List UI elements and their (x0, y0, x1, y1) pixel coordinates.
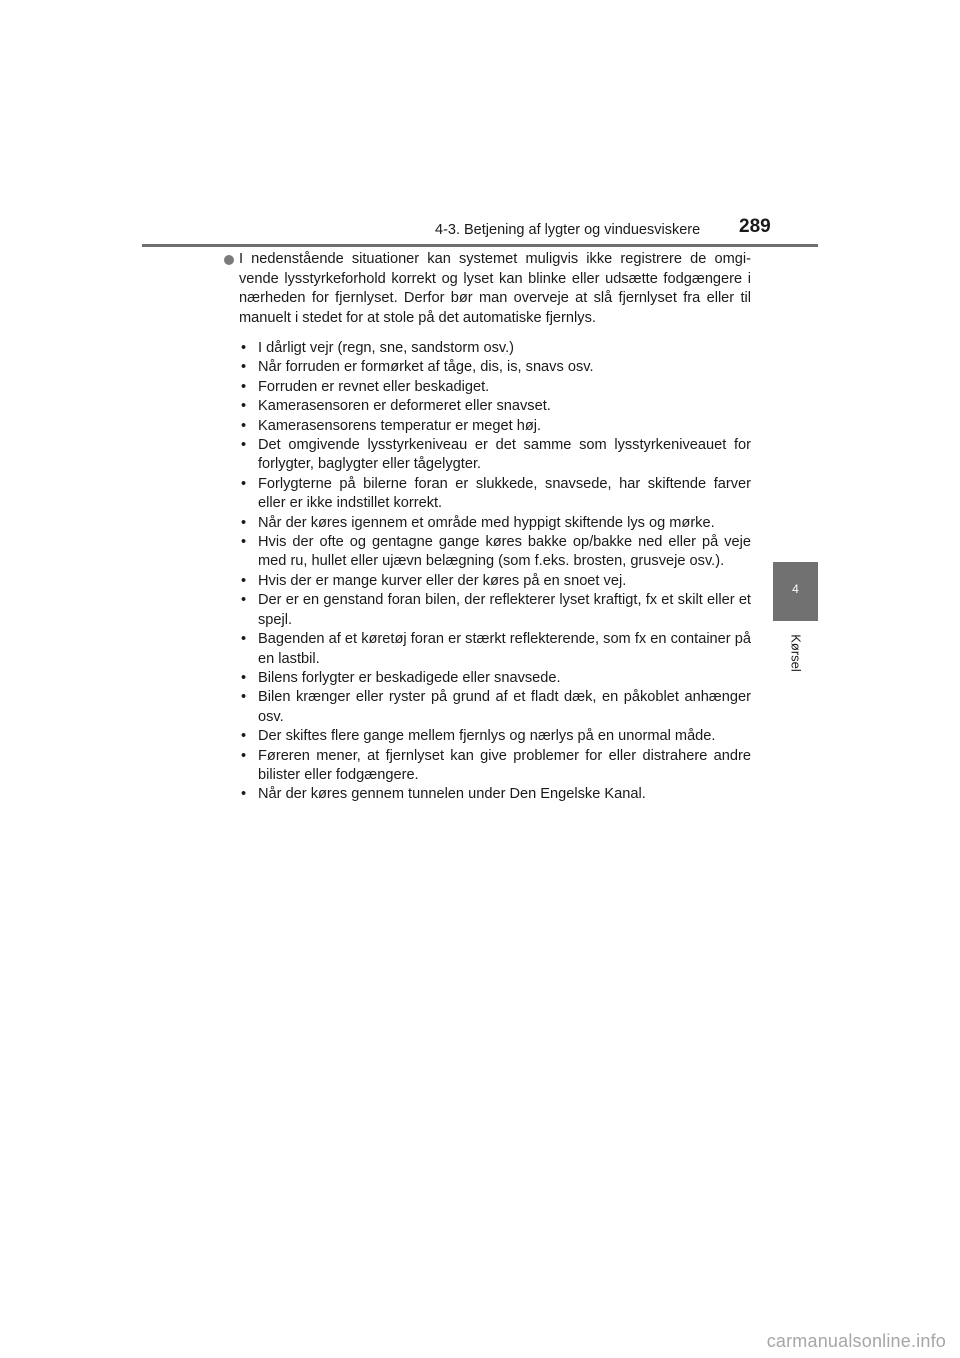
bullet-icon: • (241, 398, 247, 415)
list-item-text: Kamerasensoren er deformeret eller snavset. (258, 398, 551, 415)
list-item (239, 572, 751, 591)
bullet-icon: • (241, 437, 247, 454)
list-item-text: Bilen krænger eller ryster på grund af et fladt dæk, en påkoblet anhænger osv. (258, 689, 751, 725)
list-item (239, 417, 751, 436)
list-item-text: Forlygterne på bilerne foran er slukkede, snavsede, har skiftende farver eller er ikke indstillet korrekt. (258, 475, 751, 512)
bullet-icon: • (241, 631, 247, 648)
list-item-text: Hvis der er mange kurver eller der køres på en snoet vej. (258, 572, 627, 589)
list-item-text: Bagenden af et køretøj foran er stærkt reflekterende, som fx en container på en lastbil. (258, 631, 751, 667)
list-item-text: Kamerasensorens temperatur er meget høj. (258, 417, 542, 434)
bullet-icon: • (241, 669, 247, 686)
list-item (239, 533, 751, 572)
bullet-icon: • (241, 728, 247, 745)
bullet-icon: • (241, 689, 247, 706)
list-item (239, 785, 751, 804)
list-item-text: Bilens forlygter er beskadigede eller snavsede. (258, 669, 561, 686)
bullet-icon: • (241, 475, 247, 492)
bullet-icon: • (241, 592, 247, 609)
list-item-text: Når der køres gennem tunnelen under Den Engelske Kanal. (258, 786, 646, 803)
bullet-icon: • (241, 572, 247, 589)
list-item-text: Når forruden er formørket af tåge, dis, is, snavs osv. (258, 359, 594, 376)
condition-list (239, 339, 751, 805)
list-item (239, 747, 751, 786)
list-item (239, 669, 751, 688)
list-item (239, 727, 751, 746)
section-title: 4-3. Betjening af lygter og vinduesviskere (435, 222, 701, 238)
list-item-text: Det omgivende lysstyrkeniveau er det samme som lysstyrkeniveauet for forlygter, baglygter eller tågelygter. (258, 437, 751, 473)
list-item-text: Føreren mener, at fjernlyset kan give problemer for eller distrahere andre bilister eller fodgængere. (258, 747, 751, 783)
list-item-text: Der er en genstand foran bilen, der reflekterer lyset kraftigt, fx et skilt eller et spejl. (258, 592, 751, 628)
bullet-icon: • (241, 340, 247, 356)
list-item (239, 514, 751, 533)
list-item (239, 436, 751, 475)
list-item (239, 339, 751, 358)
watermark: carmanualsonline.info (766, 1331, 946, 1351)
circle-bullet-icon (224, 255, 234, 265)
list-item-text: Når der køres igennem et område med hyppigt skiftende lys og mørke. (258, 514, 715, 531)
list-item-text: Der skiftes flere gange mellem fjernlys og nærlys på en unormal måde. (258, 728, 716, 745)
chapter-label: Kørsel (788, 634, 804, 672)
chapter-number: 4 (792, 582, 799, 596)
page-number: 289 (739, 216, 771, 237)
list-item (239, 475, 751, 514)
list-item (239, 397, 751, 416)
list-item-text: Hvis der ofte og gentagne gange køres bakke op/bakke ned eller på veje med ru, hullet eller ujævn belægning (som f.eks. brosten, grusveje osv.). (258, 534, 751, 570)
list-item-text: I dårligt vejr (regn, sne, sandstorm osv.) (258, 340, 515, 356)
bullet-icon: • (241, 417, 247, 434)
list-item (239, 378, 751, 397)
list-item (239, 688, 751, 727)
bullet-icon: • (241, 534, 247, 551)
list-item (239, 630, 751, 669)
bullet-icon: • (241, 786, 247, 803)
list-item (239, 591, 751, 630)
bullet-icon: • (241, 514, 247, 531)
intro-paragraph: I nedenstående situationer kan systemet muligvis ikke registrere de omgi-vende lysstyrkeforhold korrekt og lyset kan blinke eller udsætte fodgængere i nærheden for fjernlyset. Derfor bør man overveje at slå fjernlyset fra eller til manuelt i stedet for at stole på det automatiske fjernlys. (239, 251, 751, 326)
header-divider (142, 244, 818, 247)
bullet-icon: • (241, 359, 247, 376)
list-item (239, 358, 751, 377)
bullet-icon: • (241, 378, 247, 395)
chapter-tab (773, 562, 818, 621)
bullet-icon: • (241, 747, 247, 764)
list-item-text: Forruden er revnet eller beskadiget. (258, 378, 490, 395)
